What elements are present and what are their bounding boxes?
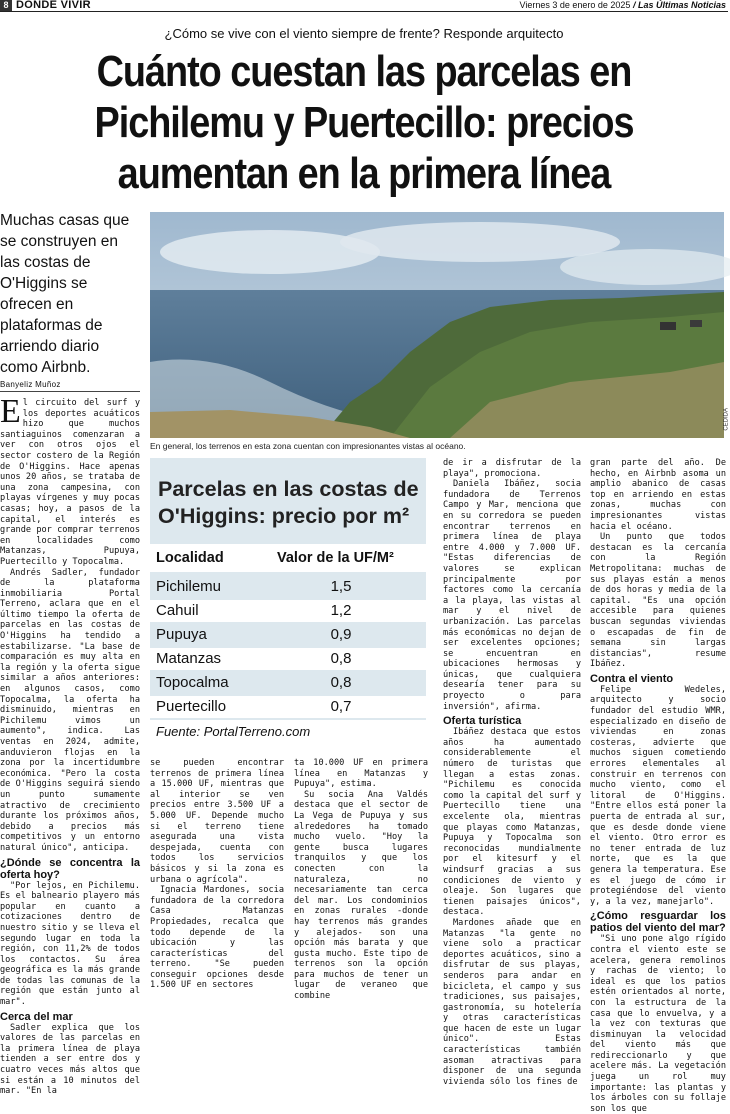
body-paragraph: "Si uno pone algo rígido contra el viento este se acelera, genera remolinos y rachas de viento; lo ideal es que los patios estén orientados al norte, con la estructura de la casa que lo envuelva, y a la vez con texturas que disminuyan la velocidad del viento más que redireccionarlo y que acelere más. La vegetación juega un rol muy importante: las plantas y los árboles con su follaje son los que <box>590 934 726 1114</box>
table-title: Parcelas en las costas de O'Higgins: precio por m² <box>158 477 419 528</box>
body-paragraph: de ir a disfrutar de la playa", promociona. <box>443 458 581 479</box>
body-paragraph: l circuito del surf y los deportes acuáticos hizo que muchos santiaguinos comenzaran a ver con otros ojos el sector costero de la Región de O'Higgins. Hace apenas unos 20 años, se trataba de una zona campesina, con playas vírgenes y muy pocas casas; hoy, a pasos de la capital, el interés es grande por comprar terrenos en localidades como Matanzas, Pupuya, Puertecillo y Topocalma. <box>0 398 140 567</box>
body-paragraph: Un punto que todos destacan es la cercanía con la Región Metropolitana: muchas de sus playas están a menos de dos horas y media de la capital. "Es una opción accesible para quienes buscan segundas viviendas o escapadas de fin de semana sin largas distancias", resume Ibáñez. <box>590 532 726 670</box>
body-paragraph: se pueden encontrar terrenos de primera línea a 15.000 UF, mientras que al interior se ven precios entre 3.500 UF a 5.000 UF. Depende mucho si el terreno tiene asegurada una vista despejada, cuenta con todos los servicios básicos y si la zona es urbana o agrícola". <box>150 758 284 885</box>
headline-line: aumentan en la primera línea <box>117 149 611 198</box>
table-cell-locality: Topocalma <box>156 674 229 691</box>
body-column-4 <box>443 458 581 1087</box>
body-column-2 <box>150 758 284 991</box>
table-header-locality: Localidad <box>156 550 224 566</box>
table-cell-value: 1,2 <box>330 602 352 619</box>
table-cell-value: 1,5 <box>330 578 352 595</box>
body-paragraph: Daniela Ibáñez, socia fundadora de Terrenos Campo y Mar, menciona que en su corredora se pueden encontrar terrenos en primera línea de playa entre 4.000 y 7.000 UF. "Estas diferencias de valores se explican principalmente por factores como la cercanía a la playa, las vistas al mar y el nivel de urbanización. Las parcelas más económicas no dejan de ser excelentes opciones; se encuentran en ubicaciones hermosas y únicas, que cualquiera desearía tener para su proyecto o para inversión", afirma. <box>443 479 581 712</box>
subheading: Oferta turística <box>443 715 522 728</box>
table-cell-value: 0,9 <box>330 626 352 643</box>
table-row <box>150 600 426 622</box>
issue-date: Viernes 3 de enero de 2025 <box>519 0 631 10</box>
body-column-1 <box>0 393 140 1097</box>
headline-line: Cuánto cuestan las parcelas en <box>96 47 632 96</box>
body-column-3 <box>294 758 428 1002</box>
table-cell-locality: Matanzas <box>156 650 222 667</box>
body-paragraph: Su socia Ana Valdés destaca que el sector de La Vega de Pupuya y sus alrededores ha tomado mucho vuelo. "Hoy la gente busca lugares tranquilos y que los conecten con la naturaleza, no necesariamente tan cerca del mar. Los condominios en zonas rurales -donde hay terrenos más grandes y alejados- son una opción más barata y que gusta mucho. Este tipo de terrenos son la opción para muchos de tener un lugar de veraneo que combine <box>294 789 428 1002</box>
table-header-row <box>150 544 426 572</box>
body-paragraph: Andrés Sadler, fundador de la plataforma inmobiliaria Portal Terreno, aclara que en el último tiempo la oferta de parcelas en las costas de O'Higgins ha tendido a estabilizarse. "La base de comparación es muy alta en la región y la oferta sigue similar a años anteriores: en algunos casos, como Topocalma, la oferta ha disminuido, mientras en Pichilemu vimos un aumento", indica. Las ventas en 2024, admite, anduvieron flojas en la zona por la incertidumbre económica. "Pero la costa de O'Higgins seguirá siendo un punto sumamente atractivo de crecimiento durante los próximos años, debido a precios más competitivos y un entorno natural único", anticipa. <box>0 567 140 853</box>
photo-credit: CEDIDA <box>724 408 730 431</box>
subheading: ¿Dónde se concentra la oferta hoy? <box>0 856 140 881</box>
table-cell-locality: Puertecillo <box>156 698 227 715</box>
headline <box>68 46 660 199</box>
subheading: Contra el viento <box>590 672 674 685</box>
dateline <box>519 0 726 11</box>
byline: Banyeliz Muñoz <box>0 380 140 392</box>
page-number: 8 <box>0 0 12 11</box>
table-cell-value: 0,8 <box>330 650 352 667</box>
coastal-photo <box>150 212 724 438</box>
body-paragraph: Mardones añade que en Matanzas "la gente no viene solo a practicar deportes acuáticos, sino a disfrutar de sus playas, senderos para andar en bicicleta, el campo y sus tradiciones, sus paisajes, gastronomía, su hotelería y otras características que hacen de este un lugar único". Estas características también asoman atractivas para disponer de una segunda vivienda sólo los fines de <box>443 917 581 1087</box>
table-row <box>150 576 426 598</box>
table-header-value: Valor de la UF/M² <box>277 550 394 566</box>
table-cell-locality: Cahuil <box>156 602 199 619</box>
subheading: Cerca del mar <box>0 1010 73 1023</box>
table-cell-locality: Pichilemu <box>156 578 222 595</box>
coastal-landscape-image <box>150 212 724 438</box>
dropcap: E <box>0 393 21 430</box>
table-row <box>150 624 426 646</box>
body-paragraph: Ignacia Mardones, socia fundadora de la corredora Casa Matanzas Propiedades, recalca que todo depende de la ubicación y las características del terreno. "Se pueden conseguir opciones desde 1.500 UF en sectores <box>150 885 284 991</box>
headline-line: Pichilemu y Puertecillo: precios <box>94 98 634 147</box>
body-paragraph: gran parte del año. De hecho, en Airbnb asoma un amplio abanico de casas top en arriendo en estas zonas, muchas con impresionantes vistas hacia el océano. <box>590 458 726 532</box>
table-row <box>150 648 426 670</box>
subheading: ¿Cómo resguardar los patios del viento del mar? <box>590 910 726 935</box>
publication-name: Las Últimas Noticias <box>637 0 726 10</box>
body-paragraph: Ibáñez destaca que estos años ha aumentado considerablemente el número de turistas que llegan a estas zonas. "Pichilemu es conocida como la capital del surf y Puertecillo tiene una excelente ola, mientras que playas como Matanzas, Pupuya y Topocalma son reconocidas mundialmente por el kitesurf y el windsurf gracias a sus condiciones de viento y oleaje. Son lugares que tienen paisajes únicos", destaca. <box>443 727 581 918</box>
price-table-box <box>150 458 426 720</box>
body-paragraph: Sadler explica que los valores de las parcelas en la primera línea de playa tienden a ser entre dos y cuatro veces más altos que si están a 10 minutos del mar. "En la <box>0 1022 140 1097</box>
body-paragraph: Felipe Wedeles, arquitecto y socio fundador del estudio WMR, especializado en diseño de viviendas en zonas costeras, advierte que muchos siguen cometiendo errores elementales al construir en terrenos con mucho viento, como el litoral de O'Higgins. "Entre ellos está poner la puerta de entrada al sur, que es desde donde viene el viento. Otro error es no tener entrada de luz norte, que es la que genera la temperatura. Ese es el juego de cómo ir protegiéndose del viento y, a la vez, manejarlo". <box>590 684 726 907</box>
table-cell-value: 0,7 <box>330 698 352 715</box>
table-row <box>150 696 426 718</box>
body-column-5 <box>590 458 726 1114</box>
body-paragraph: "Por lejos, en Pichilemu. Es el balneario playero más popular en cuanto a cotizaciones dentro de nuestro sitio y se lleva el segundo lugar en toda la región, con 11,2% de todos los contactos. Su área geográfica es la más grande de todas las comunas de la región que están junto al mar". <box>0 880 140 1008</box>
kicker: ¿Cómo se vive con el viento siempre de frente? Responde arquitecto <box>164 26 564 41</box>
table-row <box>150 672 426 694</box>
table-source: Fuente: PortalTerreno.com <box>156 724 311 739</box>
dateline-separator: / <box>632 0 636 10</box>
table-cell-value: 0,8 <box>330 674 352 691</box>
photo-caption: En general, los terrenos en esta zona cuentan con impresionantes vistas al océano. <box>150 441 466 451</box>
section-name: DONDE VIVIR <box>16 0 91 11</box>
body-paragraph: ta 10.000 UF en primera línea en Matanzas y Pupuya", estima. <box>294 758 428 790</box>
page-header <box>0 0 728 12</box>
lead-paragraph: Muchas casas que se construyen en las costas de O'Higgins se ofrecen en plataformas de arriendo diario como Airbnb. <box>0 212 130 376</box>
table-cell-locality: Pupuya <box>156 626 207 643</box>
